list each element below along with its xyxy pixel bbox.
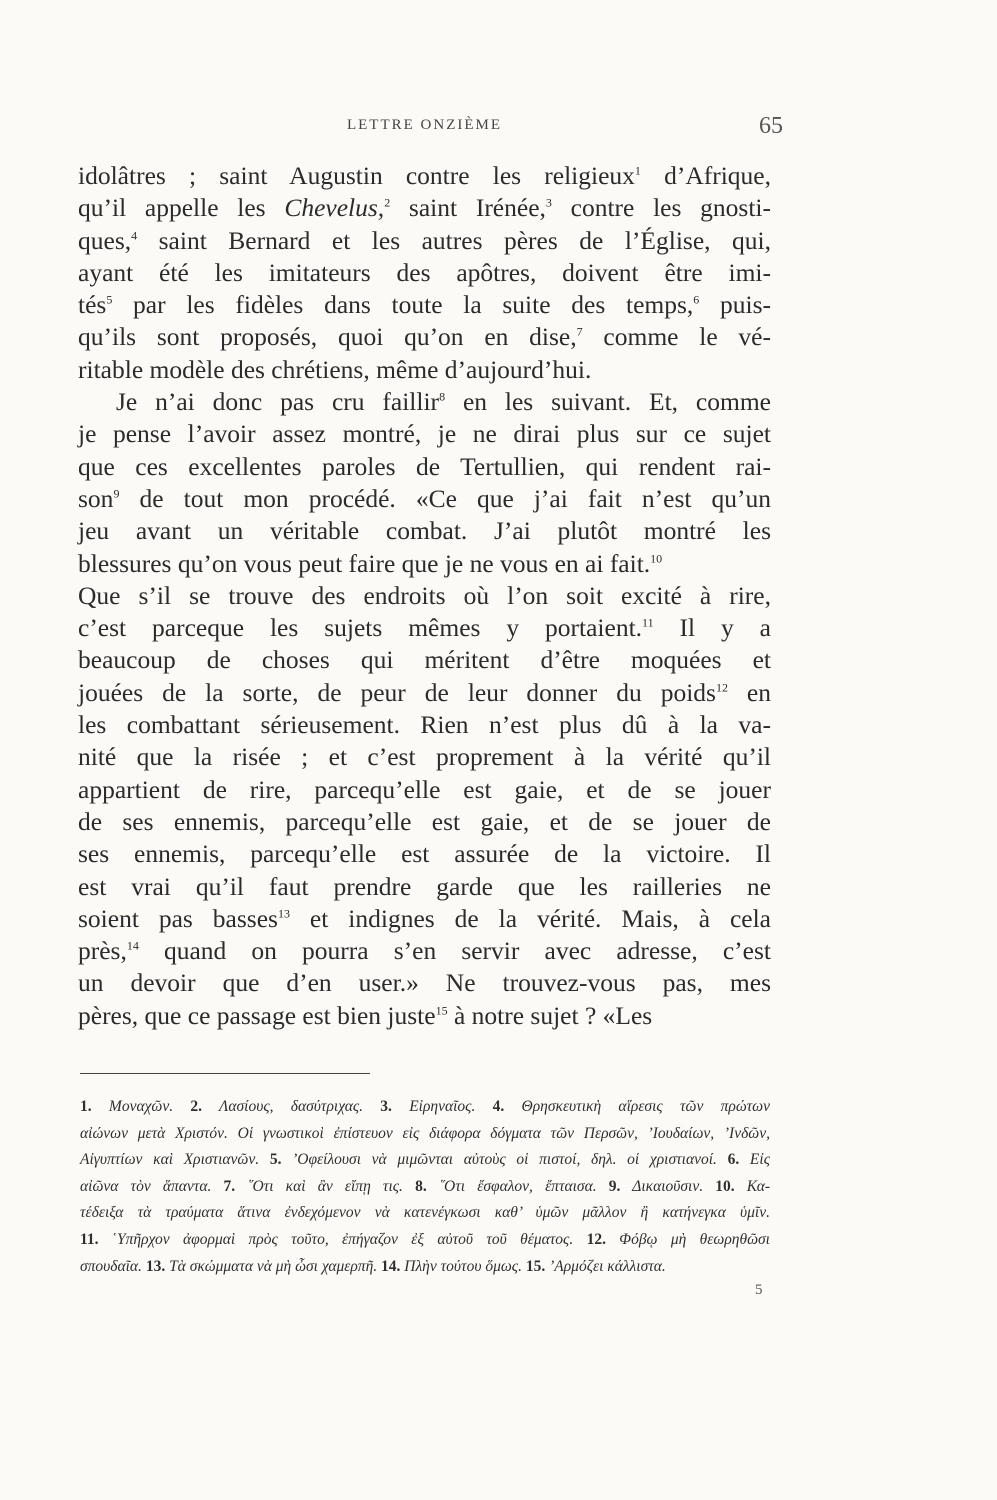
text-segment: quand on pourra s’en servir avec adresse, c’est [138, 936, 771, 966]
footnote-reference: 11 [642, 615, 654, 630]
footnote-text: τέδειξα τὰ τραύματα ἅτινα ἐνδεχόμενον νὰ κατενέγκωσι καθ’ ὑμῶν μᾶλλον ἢ κατήνεγκα ὑμῖν. [80, 1204, 770, 1222]
text-segment: pères, que ce passage est bien juste [78, 1000, 436, 1030]
footnote-reference: 12 [715, 680, 728, 695]
footnote-text: ’Οφείλουσι νὰ μιμῶνται αὐτοὺς οἱ πιστοί, δηλ. οἱ χριστιανοί. [281, 1151, 728, 1169]
text-line [78, 935, 771, 967]
footnote-text: αἰῶνα τὸν ἅπαντα. [80, 1177, 224, 1195]
text-segment: que ces excellentes paroles de Tertullien, qui rendent rai- [78, 451, 771, 481]
footnote-line [80, 1147, 770, 1174]
text-segment: beaucoup de choses qui méritent d’être moquées et [78, 645, 771, 675]
text-segment: jeu avant un véritable combat. J’ai plutôt montré les [78, 516, 771, 546]
text-segment: en les suivant. Et, comme [445, 387, 771, 417]
footnote-number: 8. [415, 1177, 427, 1195]
text-segment: appartient de rire, parcequ’elle est gaie, et de se jouer [78, 774, 771, 804]
footnote-text: ῞Οτι ἔσφαλον, ἔπταισα. [426, 1177, 609, 1195]
footnote-number: 5. [269, 1151, 282, 1169]
footnote-line [80, 1094, 770, 1121]
footnote-text: Θρησκευτικὴ αἵρεσις τῶν πρώτων [504, 1098, 771, 1115]
text-line [78, 225, 771, 257]
footnote-number: 15. [525, 1257, 546, 1275]
text-segment: ritable modèle des chrétiens, même d’aujourd’hui. [78, 354, 592, 384]
footnote-rule [80, 1073, 370, 1074]
running-head [78, 113, 783, 147]
text-line [78, 903, 771, 935]
text-segment: près, [78, 936, 127, 966]
footnote-reference: 1 [634, 163, 641, 178]
text-line [78, 548, 771, 580]
footnote-reference: 10 [650, 551, 663, 566]
text-segment: je pense l’avoir assez montré, je ne dirai plus sur ce sujet [78, 419, 771, 449]
footnote-reference: 15 [435, 1003, 448, 1018]
footnote-line [80, 1121, 770, 1148]
text-segment: d’Afrique, [640, 161, 772, 190]
footnote-text: Φόβῳ μὴ θεωρηθῶσι [605, 1230, 770, 1248]
footnote-line [80, 1254, 770, 1281]
text-line [78, 192, 771, 224]
footnote-number: 12. [586, 1230, 606, 1248]
text-segment: puis- [699, 290, 772, 320]
text-segment: qu’il appelle les [78, 193, 285, 223]
footnote-text: ῾Υπῆρχον ἀφορμαὶ πρὸς τοῦτο, ἐπήγαζον ἐξ αὐτοῦ τοῦ θέματος. [98, 1230, 587, 1248]
footnote-text: αἰώνων μετὰ Χριστόν. Οἱ γνωστικοὶ ἐπίστευον εἰς διάφορα δόγματα τῶν Περσῶν, ’Ιουδαίων, ’Ινδῶν, [80, 1124, 770, 1142]
footnotes [80, 1094, 770, 1280]
body-text [78, 160, 771, 1032]
signature-mark: 5 [755, 1282, 763, 1298]
text-line [78, 741, 771, 773]
text-segment: qu’ils sont proposés, quoi qu’on en dise, [78, 322, 577, 352]
footnote-text: Δικαιοῦσιν. [620, 1177, 716, 1195]
footnote-reference: 9 [113, 486, 120, 501]
footnote-number: 2. [190, 1098, 203, 1115]
text-segment: ques, [78, 225, 132, 255]
footnote-reference: 2 [384, 195, 391, 210]
footnote-number: 11. [80, 1230, 99, 1248]
footnote-reference: 13 [277, 906, 290, 921]
text-line [78, 483, 771, 515]
text-line [78, 677, 771, 709]
text-segment: saint Bernard et les autres pères de l’Église, qui, [137, 225, 771, 255]
text-segment: nité que la risée ; et c’est proprement à la vérité qu’il [78, 742, 771, 772]
text-segment: soient pas basses [78, 903, 278, 933]
footnote-reference: 5 [106, 292, 113, 307]
text-segment: Je n’ai donc pas cru faillir [116, 387, 440, 417]
text-segment: est vrai qu’il faut prendre garde que les railleries ne [78, 871, 771, 901]
page-number: 65 [759, 113, 783, 139]
text-line [78, 160, 771, 192]
text-segment: les combattant sérieusement. Rien n’est plus dû à la va- [78, 710, 771, 740]
footnote-text: Μοναχῶν. [91, 1098, 191, 1115]
footnote-reference: 8 [439, 389, 446, 404]
text-segment: c’est parceque les sujets mêmes y portaient. [78, 613, 643, 643]
text-segment: saint Irénée, [390, 193, 546, 223]
text-line [78, 354, 771, 386]
footnote-text: Λασίους, δασύτριχας. [202, 1098, 381, 1115]
text-segment: en [727, 677, 771, 707]
text-line [78, 580, 771, 612]
footnote-number: 10. [715, 1177, 735, 1195]
text-segment: de ses ennemis, parcequ’elle est gaie, et de se jouer de [78, 806, 771, 836]
footnote-text: σπουδαῖα. [80, 1257, 146, 1275]
footnote-reference: 4 [131, 228, 138, 243]
text-segment: Il y a [653, 613, 771, 643]
footnote-reference: 14 [126, 938, 139, 953]
text-line [78, 612, 771, 644]
italic-term: Chevelus, [284, 193, 385, 223]
footnote-text: Κα- [734, 1177, 770, 1195]
text-line [78, 289, 771, 321]
text-segment: un devoir que d’en user.» Ne trouvez-vous pas, mes [78, 968, 771, 998]
footnote-reference: 6 [693, 292, 700, 307]
footnote-text: ῞Οτι καὶ ἂν εἴπῃ τις. [235, 1177, 416, 1195]
footnote-text: Εἰς [739, 1151, 770, 1169]
text-line [78, 386, 771, 418]
text-line [78, 838, 771, 870]
footnote-number: 3. [380, 1098, 392, 1115]
text-segment: contre les gnosti- [551, 193, 771, 223]
footnote-number: 9. [608, 1177, 621, 1195]
footnote-text: Πλὴν τούτου ὅμως. [400, 1257, 526, 1275]
text-line [78, 644, 771, 676]
footnote-text: Εἰρηναῖος. [391, 1098, 493, 1115]
text-segment: comme le vé- [582, 322, 771, 352]
text-line [78, 257, 771, 289]
text-segment: son [78, 483, 114, 513]
text-segment: tés [78, 290, 107, 320]
footnote-number: 4. [492, 1098, 505, 1115]
running-title: LETTRE ONZIÈME [346, 117, 503, 133]
text-segment: à notre sujet ? «Les [447, 1000, 653, 1030]
footnote-number: 6. [727, 1151, 740, 1169]
text-line [78, 774, 771, 806]
text-segment: ayant été les imitateurs des apôtres, doivent être imi- [78, 257, 771, 287]
footnote-text: Αἰγυπτίων καὶ Χριστιανῶν. [80, 1151, 270, 1169]
text-line [78, 806, 771, 838]
text-segment: par les fidèles dans toute la suite des temps, [112, 290, 694, 320]
text-line [78, 871, 771, 903]
text-line [78, 709, 771, 741]
text-segment: idolâtres ; saint Augustin contre les religieux [78, 161, 635, 190]
footnote-line [80, 1200, 770, 1227]
footnote-line [80, 1174, 770, 1201]
text-segment: Que s’il se trouve des endroits où l’on soit excité à rire, [78, 580, 771, 610]
text-segment: jouées de la sorte, de peur de leur donner du poids [78, 677, 716, 707]
footnote-number: 14. [381, 1257, 401, 1275]
footnote-text: ’Αρμόζει κάλλιστα. [545, 1257, 666, 1275]
text-segment: de tout mon procédé. «Ce que j’ai fait n’est qu’un [119, 483, 771, 513]
footnote-text: Τὰ σκώμματα νὰ μὴ ὦσι χαμερπῆ. [165, 1257, 382, 1275]
text-line [78, 515, 771, 547]
text-line [78, 1000, 771, 1032]
footnote-number: 7. [223, 1177, 236, 1195]
text-line [78, 967, 771, 999]
text-segment: blessures qu’on vous peut faire que je ne vous en ai fait. [78, 548, 651, 578]
text-segment: et indignes de la vérité. Mais, à cela [289, 903, 771, 933]
footnote-number: 1. [80, 1098, 92, 1115]
footnote-line [80, 1227, 770, 1254]
footnote-number: 13. [145, 1257, 166, 1275]
text-segment: ses ennemis, parcequ’elle est assurée de la victoire. Il [78, 839, 771, 869]
footnote-reference: 7 [576, 324, 583, 339]
text-line [78, 321, 771, 353]
footnote-reference: 3 [545, 195, 552, 210]
text-line [78, 451, 771, 483]
text-line [78, 418, 771, 450]
